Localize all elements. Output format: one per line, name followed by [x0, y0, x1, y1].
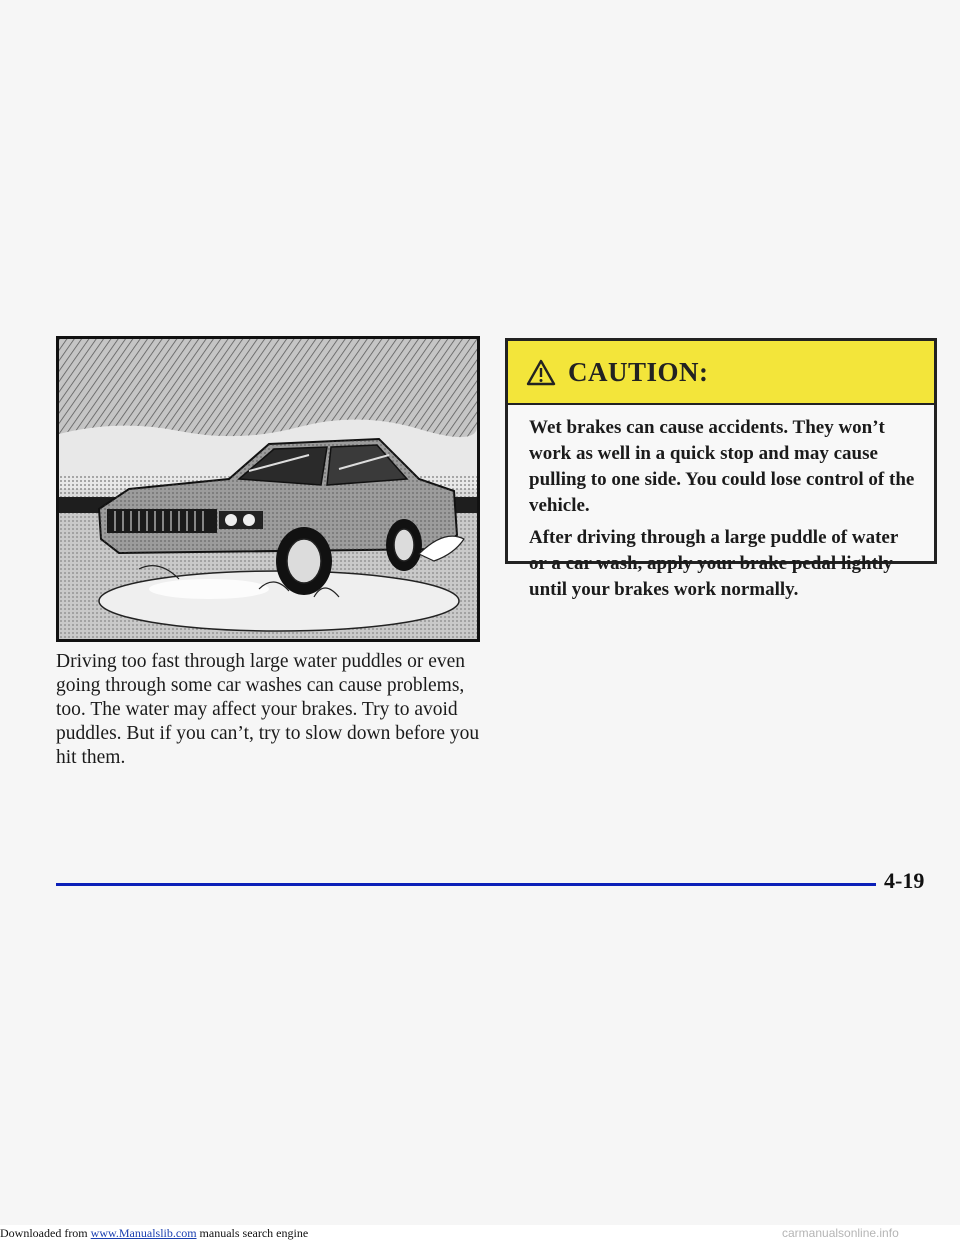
page-number: 4-19 [884, 868, 925, 893]
watermark: carmanualsonline.info [782, 1226, 899, 1240]
warning-triangle-icon [526, 359, 556, 386]
car-puddle-illustration [56, 336, 480, 642]
caution-paragraph: Wet brakes can cause accidents. They won’t work as well in a quick stop and may cause pulling to one side. You could lose control of the vehicle. [529, 417, 915, 516]
caution-box [505, 338, 937, 600]
footer-rule [56, 883, 876, 886]
footer-prefix: Downloaded from [0, 1226, 91, 1240]
caution-body [508, 405, 934, 603]
footer-suffix: manuals search engine [196, 1226, 309, 1240]
caution-title: CAUTION: [568, 356, 709, 387]
download-footer [0, 1226, 308, 1241]
manualslib-link[interactable]: www.Manualslib.com [90, 1226, 197, 1240]
caution-paragraph: After driving through a large puddle of water or a car wash, apply your brake pedal lightly until your brakes work normally. [529, 527, 898, 600]
caution-header [508, 341, 934, 405]
body-paragraph: Driving too fast through large water puddles or even going through some car washes can cause problems, too. The water may affect your brakes. Try to avoid puddles. But if you can’t, try to slow down before you hit them. [56, 651, 480, 768]
